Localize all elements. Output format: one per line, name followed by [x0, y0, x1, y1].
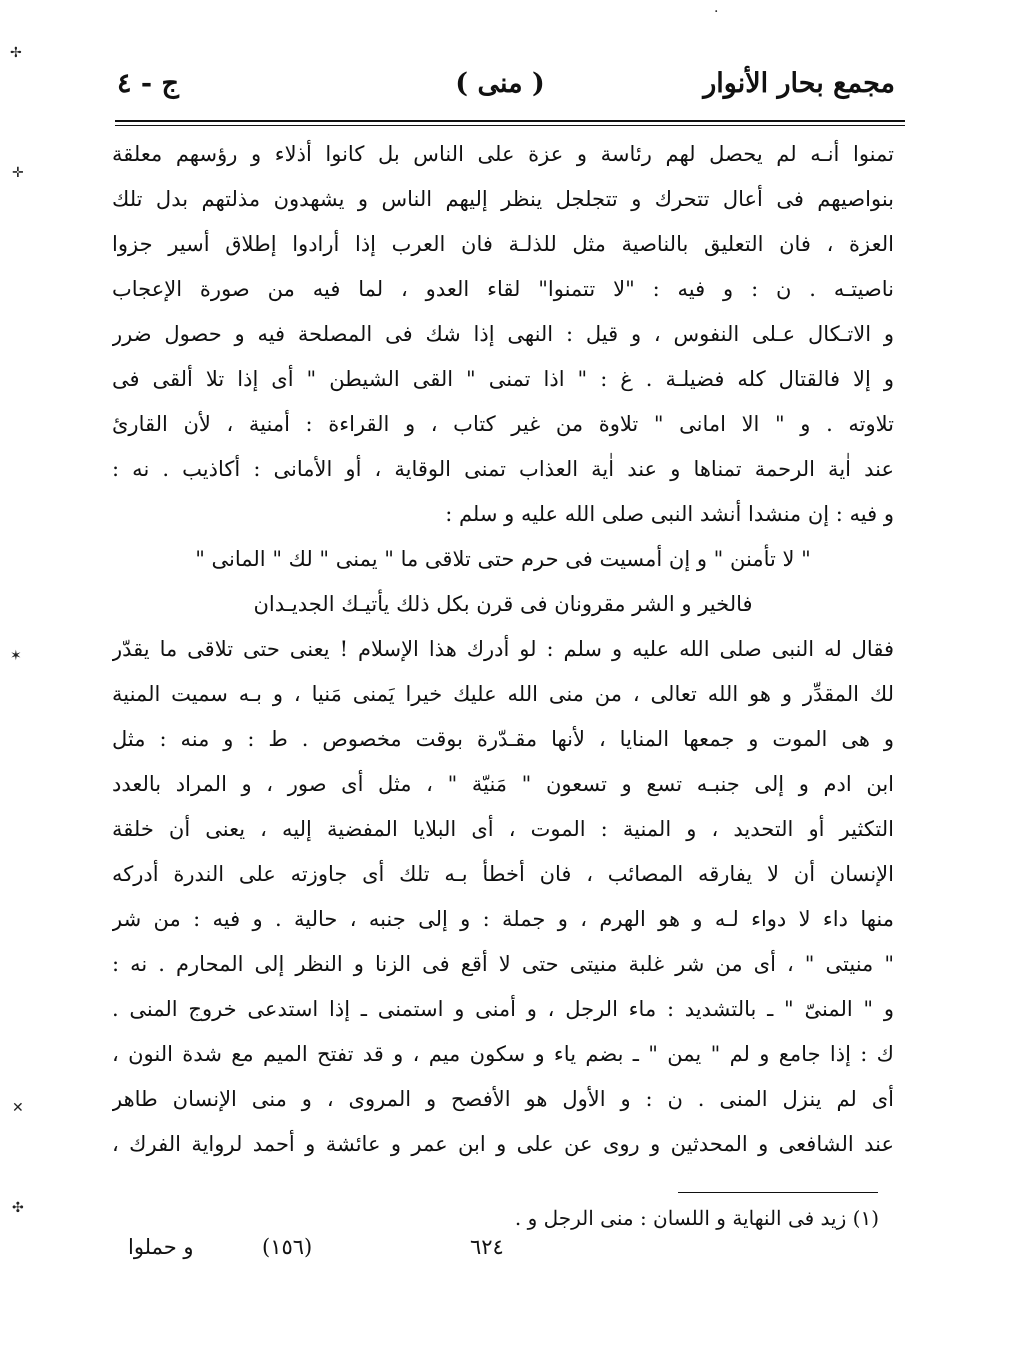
body-text — [112, 132, 894, 1167]
verse-line: فالخير و الشر مقرونان فى قرن بكل ذلك يأتيـك الجديـدان — [253, 592, 753, 616]
text-line: " منيتى " ، أى من شر غلبة منيتى حتى لا أقع فى الزنا و النظر إلى المحارم . نه : — [112, 952, 894, 976]
text-line: و " المنىّ " ـ بالتشديد : ماء الرجل ، و أمنى و استمنى ـ إذا استدعى خروج المنى . — [112, 997, 894, 1021]
text-line: لك المقدِّر و هو الله تعالى ، من منى الله عليك خيرا يَمنى مَنيا ، و بـه سميت المنية — [112, 682, 894, 706]
text-line: عند اٰية الرحمة تمناها و عند اٰية العذاب تمنى الوقاية ، أو الأمانى : أكاذيب . نه : — [112, 457, 894, 481]
text-line: الإنسان أن لا يفارقه المصائب ، فان أخطأ بـه تلك أى جاوزته على الندرة أدركه — [112, 862, 894, 886]
text-line: ناصيتـه . ن : و فيه : "لا تتمنوا" لقاء العدو ، لما فيه من صورة الإعجاب — [112, 277, 894, 301]
entry-heading: ( منى ) — [455, 68, 545, 99]
text-line: و فيه : إن منشدا أنشد النبى صلى الله عليه و سلم : — [445, 502, 894, 526]
margin-mark: ✛ — [12, 165, 24, 181]
book-title: مجمع بحار الأنوار — [703, 68, 895, 99]
text-line: و هى الموت و جمعها المنايا ، لأنها مقـدّرة بوقت مخصوص . ط : و منه : مثل — [112, 727, 894, 751]
running-header — [105, 58, 895, 118]
margin-mark: ✕ — [12, 1100, 24, 1116]
text-line: العزة ، فان التعليق بالناصية مثل للذلـة فان العرب إذا أرادوا إطلاق أسير جزوا — [112, 232, 894, 256]
text-line: تمنوا أنـه لم يحصل لهم رئاسة و عزة على الناس بل كانوا أذلاء و رؤسهم معلقة — [112, 142, 894, 166]
page-number: ٦٢٤ — [470, 1235, 504, 1259]
text-line: بنواصيهم فى أعال تتحرك و تتجلجل ينظر إليهم الناس و يشهدون مذلتهم بدل تلك — [112, 187, 894, 211]
text-line: منها داء لا دواء لـه و هو الهرم ، و جملة : و إلى جنبه ، حالية . و فيه : من شر — [112, 907, 894, 931]
text-line: و إلا فالقتال كله فضيلـة . غ : " اذا تمنى " القى الشيطن " أى إذا تلا ألقى فى — [112, 367, 894, 391]
margin-mark: ✣ — [12, 1200, 24, 1216]
footnote-rule — [678, 1192, 878, 1193]
text-line: و الاتـكال عـلى النفوس ، و قيل : النهى إذا شك فى المصلحة فيه و حصول ضرر — [112, 322, 894, 346]
verse-line: " لا تأمنن " و إن أمسيت فى حرم حتى تلاقى ما " يمنى " لك " المانى " — [195, 547, 811, 571]
text-line: ك : إذا جامع و لم " يمن " ـ بضم ياء و سكون ميم ، و قد تفتح الميم مع شدة النون ، — [112, 1042, 894, 1066]
catchword: و حملوا — [128, 1235, 194, 1259]
margin-mark: · — [714, 4, 719, 20]
footnote: (١) زيد فى النهاية و اللسان : منى الرجل و . — [514, 1206, 879, 1230]
header-rule-thin — [115, 125, 905, 126]
section-number: (١٥٦) — [262, 1235, 313, 1259]
text-line: التكثير أو التحديد ، و المنية : الموت ، أى البلايا المفضية إليه ، يعنى أن خلقة — [112, 817, 894, 841]
text-line: فقال له النبى صلى الله عليه و سلم : لو أدرك هذا الإسلام ! يعنى حتى تلاقى ما يقدّر — [112, 637, 894, 661]
margin-mark: ✢ — [10, 45, 22, 61]
text-line: ابن ادم و إلى جنبـه تسع و تسعون " مَنيّة " ، مثل أى صور ، و المراد بالعدد — [112, 772, 894, 796]
margin-mark: ✶ — [10, 648, 22, 664]
header-rule-thick — [115, 120, 905, 122]
volume-label: ج - ٤ — [117, 68, 179, 99]
text-line: عند الشافعى و المحدثين و روى عن على و ابن عمر و عائشة و أحمد لرواية الفرك ، — [112, 1132, 894, 1156]
text-line: تلاوته . و " الا امانى " تلاوة من غير كتاب ، و القراءة : أمنية ، لأن القارئ — [112, 412, 894, 436]
text-line: أى لم ينزل المنى . ن : و الأول هو الأفصح و المروى ، و منى الإنسان طاهر — [112, 1087, 894, 1111]
